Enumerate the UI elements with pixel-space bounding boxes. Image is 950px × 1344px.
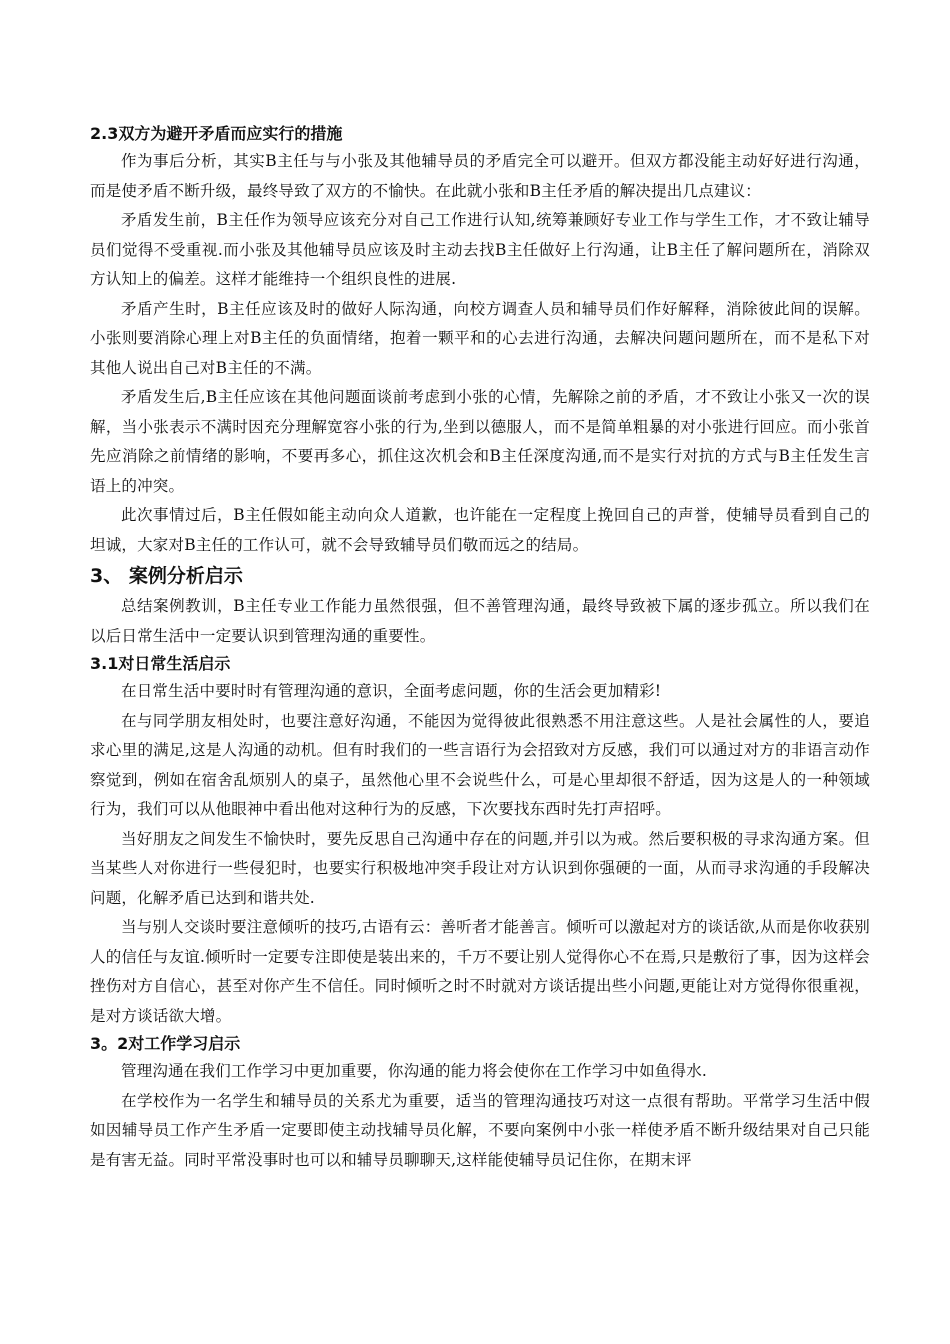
section-3-1-paragraph-4: 当与别人交谈时要注意倾听的技巧,古语有云：善听者才能善言。倾听可以激起对方的谈话欲,从而是你收获别人的信任与友谊.倾听时一定要专注即使是装出来的，千万不要让别人觉得你心不在焉,只是敷衍了事，因为这样会挫伤对方自信心，甚至对你产生不信任。同时倾听之时不时就对方谈话提出些小问题,更能让对方觉得你很重视，是对方谈话欲大增。 [90,918,870,1025]
section-3-1-paragraph-2: 在与同学朋友相处时，也要注意好沟通，不能因为觉得彼此很熟悉不用注意这些。人是社会属性的人，要追求心里的满足,这是人沟通的动机。但有时我们的一些言语行为会招致对方反感，我们可以通过对方的非语言动作察觉到，例如在宿舍乱烦别人的桌子，虽然他心里不会说些什么，可是心里却很不舒适，因为这是人的一种领域行为，我们可以从他眼神中看出他对这种行为的反感，下次要找东西时先打声招呼。 [90,711,870,818]
section-3-2-heading: 3。2对工作学习启示 [90,1034,241,1053]
section-3-2-paragraph-1: 管理沟通在我们工作学习中更加重要，你沟通的能力将会使你在工作学习中如鱼得水. [121,1062,708,1080]
section-2-3-paragraph-4: 矛盾发生后,B主任应该在其他问题面谈前考虑到小张的心情，先解除之前的矛盾，才不致让小张又一次的误解，当小张表示不满时因充分理解宽容小张的行为,坐到以德服人，而不是简单粗暴的对小张进行回应。而小张首先应消除之前情绪的影响，不要再多心，抓住这次机会和B主任深度沟通,而不是实行对抗的方式与B主任发生言语上的冲突。 [90,388,870,495]
section-2-3-paragraph-1: 作为事后分析，其实B主任与与小张及其他辅导员的矛盾完全可以避开。但双方都没能主动好好进行沟通，而是使矛盾不断升级，最终导致了双方的不愉快。在此就小张和B主任矛盾的解决提出几点建议： [90,152,870,200]
section-3-1-heading: 3.1对日常生活启示 [90,654,231,673]
section-3-heading: 3、 案例分析启示 [90,565,243,587]
section-2-3-paragraph-5: 此次事情过后，B主任假如能主动向众人道歉，也许能在一定程度上挽回自己的声誉，使辅导员看到自己的坦诚，大家对B主任的工作认可，就不会导致辅导员们敬而远之的结局。 [90,506,870,554]
section-3-1-paragraph-1: 在日常生活中要时时有管理沟通的意识，全面考虑问题，你的生活会更加精彩! [121,682,662,700]
section-2-3-paragraph-3: 矛盾产生时，B主任应该及时的做好人际沟通，向校方调查人员和辅导员们作好解释，消除彼此间的误解。小张则要消除心理上对B主任的负面情绪，抱着一颗平和的心去进行沟通，去解决问题问题所在，而不是私下对其他人说出自己对B主任的不满。 [90,299,870,377]
section-3-2-paragraph-2: 在学校作为一名学生和辅导员的关系尤为重要，适当的管理沟通技巧对这一点很有帮助。平常学习生活中假如因辅导员工作产生矛盾一定要即使主动找辅导员化解，不要向案例中小张一样使矛盾不断升级结果对自己只能是有害无益。同时平常没事时也可以和辅导员聊聊天,这样能使辅导员记住你，在期末评 [90,1091,870,1169]
document-page [90,121,870,1175]
section-2-3-paragraph-2: 矛盾发生前，B主任作为领导应该充分对自己工作进行认知,统筹兼顾好专业工作与学生工作，才不致让辅导员们觉得不受重视.而小张及其他辅导员应该及时主动去找B主任做好上行沟通，让B主任了解问题所在，消除双方认知上的偏差。这样才能维持一个组织良性的进展. [90,211,870,288]
section-3-1-paragraph-3: 当好朋友之间发生不愉快时，要先反思自己沟通中存在的问题,并引以为戒。然后要积极的寻求沟通方案。但当某些人对你进行一些侵犯时，也要实行积极地冲突手段让对方认识到你强硬的一面，从而寻求沟通的手段解决问题，化解矛盾已达到和谐共处. [90,829,870,907]
section-2-3-heading: 2.3双方为避开矛盾而应实行的措施 [90,124,343,143]
section-3-paragraph: 总结案例教训，B主任专业工作能力虽然很强，但不善管理沟通，最终导致被下属的逐步孤立。所以我们在以后日常生活中一定要认识到管理沟通的重要性。 [90,597,870,645]
